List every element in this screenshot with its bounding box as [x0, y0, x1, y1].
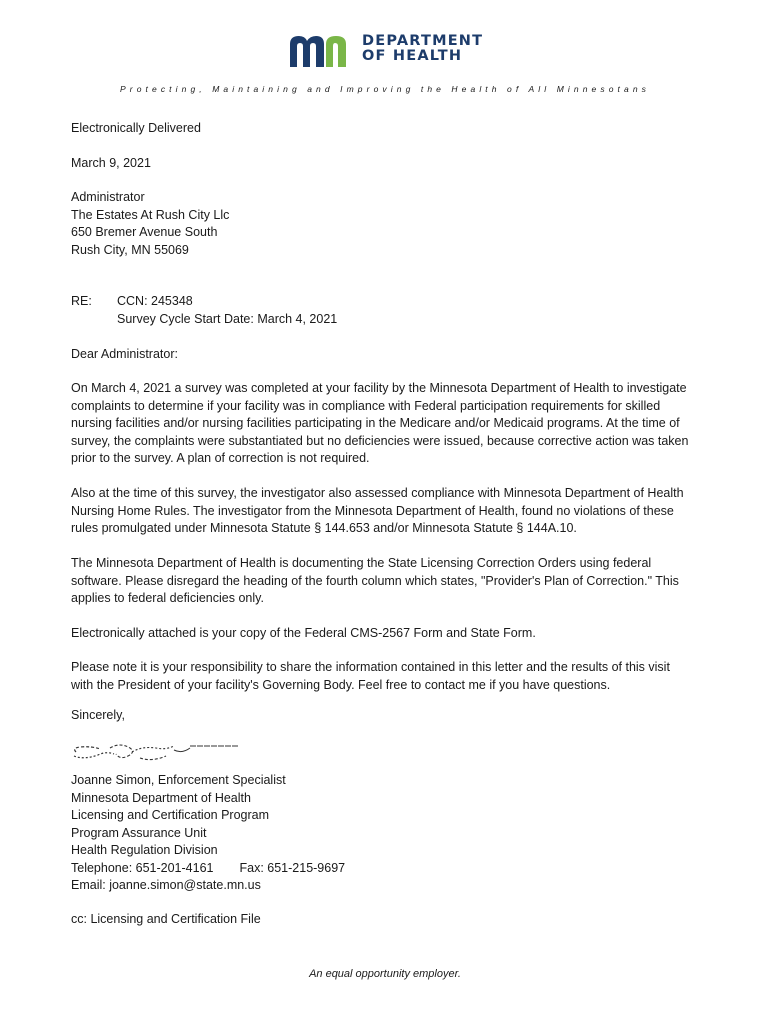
paragraph-line: Nursing Home Rules. The investigator from the Minnesota Department of Health, found no violations of these	[71, 503, 674, 518]
recipient-line: Administrator	[71, 190, 145, 204]
closing: Sincerely,	[71, 708, 125, 722]
delivery-method: Electronically Delivered	[71, 121, 201, 135]
paragraph-line: applies to federal deficiencies only.	[71, 591, 264, 605]
recipient-line: Rush City, MN 55069	[71, 242, 189, 257]
logo-wordmark	[362, 34, 483, 64]
recipient-address	[71, 189, 229, 259]
paragraph-software	[71, 555, 701, 608]
signer-line: Licensing and Certification Program	[71, 808, 270, 822]
paragraph-line: with the President of your facility's Governing Body. Feel free to contact me if you have questions.	[71, 677, 611, 692]
paragraph-responsibility	[71, 659, 701, 694]
paragraph-survey	[71, 380, 701, 468]
footer-equal-opportunity: An equal opportunity employer.	[309, 968, 461, 980]
signature-image	[70, 738, 245, 768]
paragraph-line: Electronically attached is your copy of the Federal CMS-2567 Form and State Form.	[71, 626, 536, 640]
recipient-line: 650 Bremer Avenue South	[71, 225, 218, 239]
paragraph-line: survey, the complaints were substantiated but no deficiencies were issued, because corrective action was taken	[71, 433, 689, 448]
telephone: Telephone: 651-201-4161	[71, 860, 214, 875]
paragraph-line: The Minnesota Department of Health is documenting the State Licensing Correction Orders using federal	[71, 556, 652, 570]
paragraph-line: Please note it is your responsibility to share the information contained in this letter and the results of this visit	[71, 660, 670, 674]
cc-line: cc: Licensing and Certification File	[71, 912, 261, 926]
paragraph-line: rules promulgated under Minnesota Statute § 144.653 and/or Minnesota Statute § 144A.10.	[71, 521, 577, 535]
salutation: Dear Administrator:	[71, 347, 178, 361]
letter-date: March 9, 2021	[71, 156, 151, 170]
fax: Fax: 651-215-9697	[239, 860, 346, 875]
re-label: RE:	[71, 294, 92, 308]
logo-line-2: OF HEALTH	[362, 48, 463, 64]
email: Email: joanne.simon@state.mn.us	[71, 878, 261, 892]
re-ccn: CCN: 245348	[117, 294, 193, 308]
signer-line: Health Regulation Division	[71, 843, 218, 857]
logo-line-1: DEPARTMENT	[362, 33, 484, 49]
signer-block	[71, 772, 345, 895]
signer-line: Minnesota Department of Health	[71, 790, 251, 805]
signer-line: Program Assurance Unit	[71, 825, 207, 840]
paragraph-attachment	[71, 625, 701, 643]
contact-phone-fax	[71, 860, 345, 878]
mn-logo-mark	[288, 34, 354, 68]
re-survey-date: Survey Cycle Start Date: March 4, 2021	[117, 311, 338, 326]
paragraph-line: software. Please disregard the heading of the fourth column which states, "Provider's Plan of Correction." This	[71, 573, 679, 588]
tagline: Protecting, Maintaining and Improving the Health of All Minnesotans	[120, 84, 650, 94]
paragraph-line: complaints to determine if your facility was in compliance with Federal participation requirements for skilled	[71, 398, 661, 413]
paragraph-state-rules	[71, 485, 701, 538]
paragraph-line: Also at the time of this survey, the investigator also assessed compliance with Minnesota Department of Health	[71, 486, 684, 500]
paragraph-line: prior to the survey. A plan of correction is not required.	[71, 451, 370, 465]
re-details	[117, 293, 337, 328]
paragraph-line: On March 4, 2021 a survey was completed at your facility by the Minnesota Department of Health to investigate	[71, 381, 687, 395]
paragraph-line: nursing facilities and/or nursing facilities participating in the Medicare and/or Medicaid programs. At the time of	[71, 416, 680, 430]
signer-name-title: Joanne Simon, Enforcement Specialist	[71, 773, 286, 787]
recipient-line: The Estates At Rush City Llc	[71, 207, 230, 222]
